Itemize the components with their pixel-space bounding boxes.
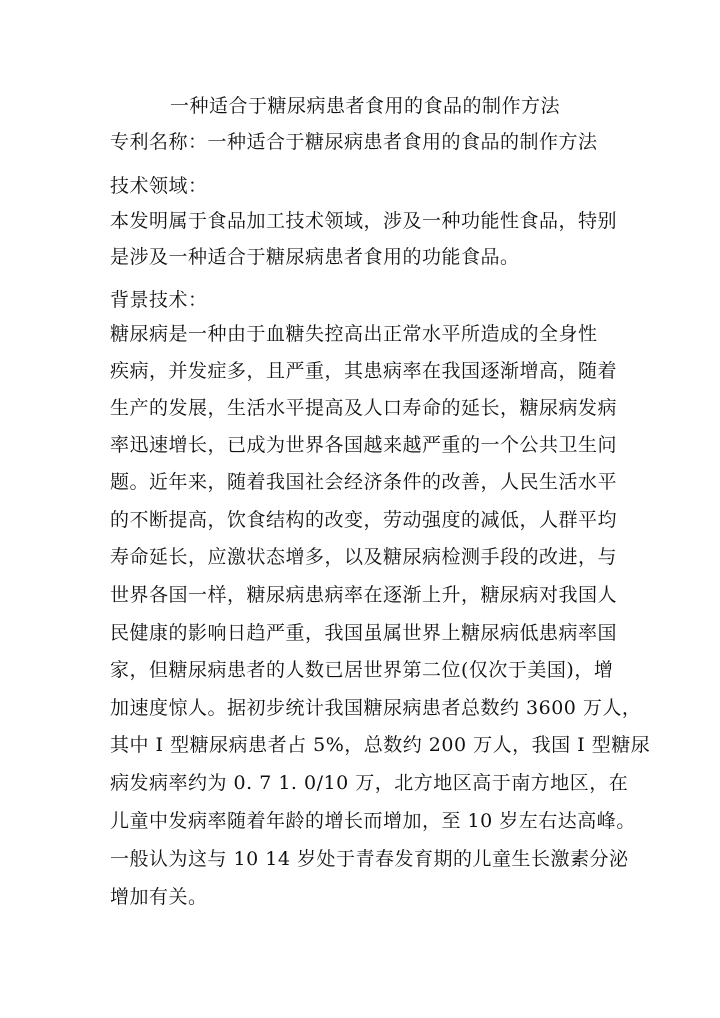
- patent-name-line: 专利名称：一种适合于糖尿病患者食用的食品的制作方法: [110, 131, 598, 153]
- document-title: 一种适合于糖尿病患者食用的食品的制作方法: [169, 95, 560, 117]
- paragraph-line: 生产的发展，生活水平提高及人口寿命的延长，糖尿病发病: [110, 397, 618, 419]
- paragraph-line: 儿童中发病率随着年龄的增长而增加，至 10 岁左右达高峰。: [110, 810, 636, 832]
- paragraph-line: 是涉及一种适合于糖尿病患者食用的功能食品。: [110, 246, 520, 268]
- paragraph-line: 糖尿病是一种由于血糖失控高出正常水平所造成的全身性: [110, 323, 598, 345]
- paragraph-line: 本发明属于食品加工技术领域，涉及一种功能性食品，特别: [110, 210, 618, 232]
- paragraph-line: 寿命延长，应激状态增多，以及糖尿病检测手段的改进，与: [110, 546, 618, 568]
- paragraph-line: 加速度惊人。据初步统计我国糖尿病患者总数约 3600 万人，: [110, 697, 642, 719]
- section-heading-technical-field: 技术领域：: [110, 175, 208, 197]
- paragraph-line: 疾病，并发症多，且严重，其患病率在我国逐渐增高，随着: [110, 360, 618, 382]
- paragraph-line: 的不断提高，饮食结构的改变，劳动强度的减低，人群平均: [110, 509, 618, 531]
- paragraph-line: 一般认为这与 10 14 岁处于青春发育期的儿童生长激素分泌: [110, 848, 629, 870]
- paragraph-line: 民健康的影响日趋严重，我国虽属世界上糖尿病低患病率国: [110, 622, 618, 644]
- paragraph-line: 病发病率约为 0. 7 1. 0/10 万，北方地区高于南方地区，在: [110, 772, 629, 794]
- paragraph-line: 其中 I 型糖尿病患者占 5%，总数约 200 万人，我国 I 型糖尿: [110, 734, 651, 756]
- paragraph-line: 题。近年来，随着我国社会经济条件的改善，人民生活水平: [110, 471, 618, 493]
- section-heading-background: 背景技术：: [110, 289, 208, 311]
- paragraph-line: 率迅速增长，已成为世界各国越来越严重的一个公共卫生问: [110, 434, 618, 456]
- paragraph-line: 世界各国一样，糖尿病患病率在逐渐上升，糖尿病对我国人: [110, 584, 618, 606]
- paragraph-line: 家，但糖尿病患者的人数已居世界第二位(仅次于美国)，增: [110, 659, 614, 681]
- paragraph-line: 增加有关。: [110, 886, 208, 908]
